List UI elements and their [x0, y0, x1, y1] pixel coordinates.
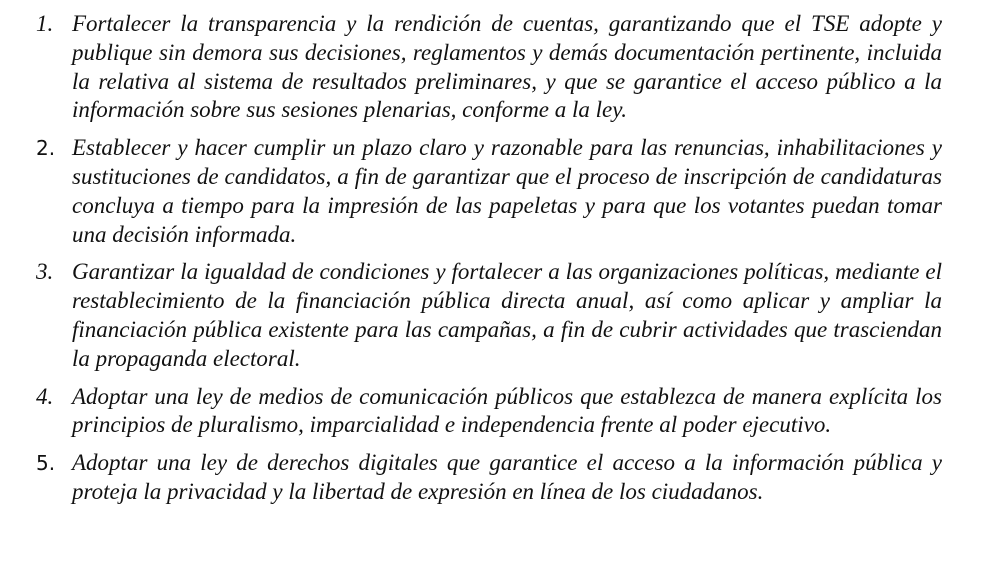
- item-text: Adoptar una ley de derechos digitales que garantice el acceso a la información pública y proteja la privacidad y la libertad de expresión en línea de los ciudadanos.: [72, 450, 942, 504]
- item-number: 4.: [36, 383, 54, 409]
- list-item-2: [36, 134, 942, 249]
- item-number: 3.: [36, 259, 54, 285]
- item-number: 2.: [36, 136, 56, 161]
- list-item-4: [36, 383, 942, 441]
- list-item-1: [36, 10, 942, 125]
- item-text: Adoptar una ley de medios de comunicación públicos que establezca de manera explícita los principios de pluralismo, imparcialidad e independencia frente al poder ejecutivo.: [72, 383, 942, 438]
- item-number: 5.: [36, 451, 56, 476]
- item-number: 1.: [36, 11, 54, 36]
- item-text: Fortalecer la transparencia y la rendición de cuentas, garantizando que el TSE adopte y publique sin demora sus decisiones, reglamentos y demás documentación pertinente, incluida la relativa al sistema de resultados preliminares, y que se garantice el acceso público a la información sobre sus sesiones plenarias, conforme a la ley.: [72, 11, 942, 123]
- list-item-3: [36, 258, 942, 373]
- item-text: Establecer y hacer cumplir un plazo claro y razonable para las renuncias, inhabilitaciones y sustituciones de candidatos, a fin de garantizar que el proceso de inscripción de candidaturas concluya a tiempo para la impresión de las papeletas y para que los votantes puedan tomar una decisión informada.: [72, 135, 942, 247]
- recommendations-list: [36, 10, 942, 516]
- item-text: Garantizar la igualdad de condiciones y fortalecer a las organizaciones políticas, mediante el restablecimiento de la financiación pública directa anual, así como aplicar y ampliar la financiación pública existente para las campañas, a fin de cubrir actividades que trasciendan la propaganda electoral.: [72, 259, 942, 371]
- list-item-5: [36, 449, 942, 507]
